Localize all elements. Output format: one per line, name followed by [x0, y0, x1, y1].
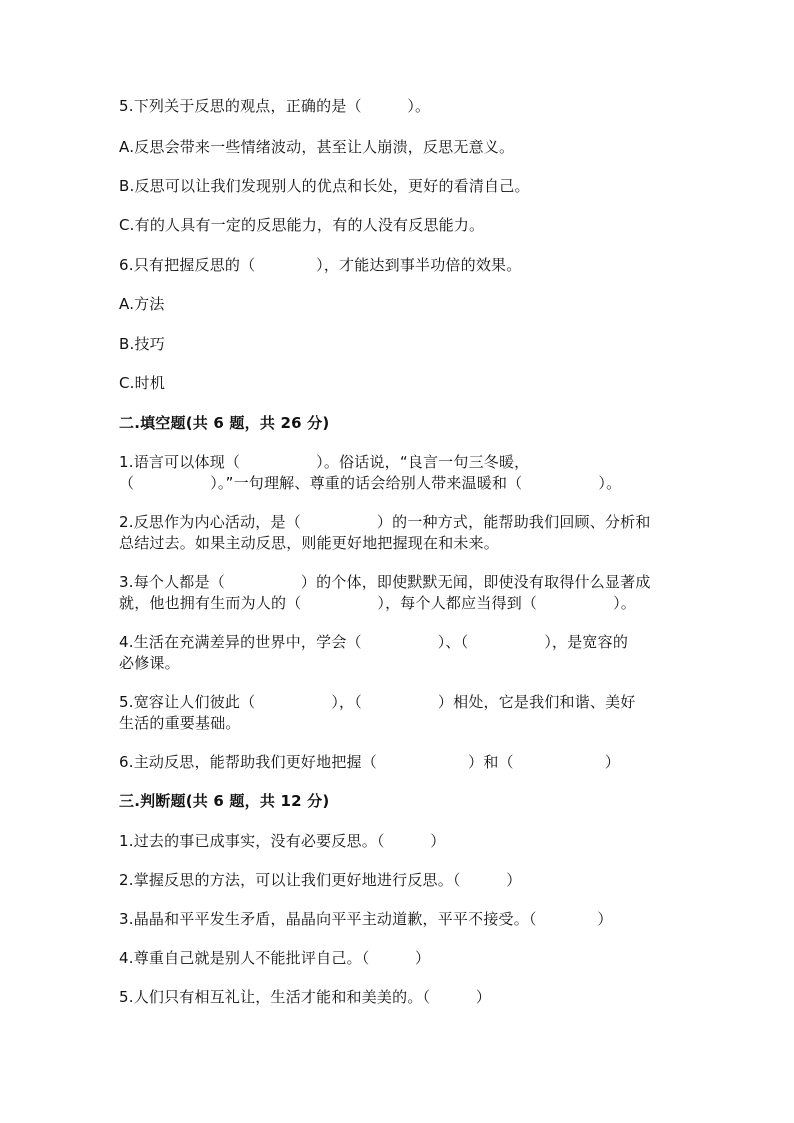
question-5-option-a: A.反思会带来一些情绪波动，甚至让人崩溃，反思无意义。 [119, 138, 515, 156]
question-5-option-c: C.有的人具有一定的反思能力，有的人没有反思能力。 [119, 216, 485, 234]
question-5-stem: 5.下列关于反思的观点，正确的是（ ）。 [119, 97, 431, 115]
true-false-2: 2.掌握反思的方法，可以让我们更好地进行反思。（ ） [119, 871, 522, 889]
true-false-3: 3.晶晶和平平发生矛盾，晶晶向平平主动道歉，平平不接受。（ ） [119, 910, 613, 928]
fill-in-5-line-2: 生活的重要基础。 [119, 714, 241, 732]
fill-in-6: 6.主动反思，能帮助我们更好地把握（ ）和（ ） [119, 753, 621, 771]
question-6-stem: 6.只有把握反思的（ ），才能达到事半功倍的效果。 [119, 256, 522, 274]
fill-in-3-line-1: 3.每个人都是（ ）的个体，即使默默无闻，即使没有取得什么显著成 [119, 573, 651, 591]
fill-in-2-line-1: 2.反思作为内心活动，是（ ）的一种方式，能帮助我们回顾、分析和 [119, 513, 651, 531]
true-false-4: 4.尊重自己就是别人不能批评自己。（ ） [119, 949, 431, 967]
fill-in-3-line-2: 就，他也拥有生而为人的（ ），每个人都应当得到（ ）。 [119, 594, 637, 612]
section-true-false-heading: 三.判断题(共 6 题，共 12 分) [119, 792, 330, 810]
question-6-option-a: A.方法 [119, 295, 165, 313]
question-6-option-b: B.技巧 [119, 335, 165, 353]
fill-in-4-line-1: 4.生活在充满差异的世界中，学会（ ）、（ ），是宽容的 [119, 633, 629, 651]
fill-in-5-line-1: 5.宽容让人们彼此（ ），（ ）相处，它是我们和谐、美好 [119, 693, 636, 711]
true-false-5: 5.人们只有相互礼让，生活才能和和美美的。（ ） [119, 988, 492, 1006]
fill-in-1-line-1: 1.语言可以体现（ ）。俗话说，“良言一句三冬暖， [119, 453, 530, 471]
section-fill-in-heading: 二.填空题(共 6 题，共 26 分) [119, 414, 330, 432]
question-6-option-c: C.时机 [119, 374, 166, 392]
question-5-option-b: B.反思可以让我们发现别人的优点和长处，更好的看清自己。 [119, 177, 530, 195]
fill-in-2-line-2: 总结过去。如果主动反思，则能更好地把握现在和未来。 [119, 534, 500, 552]
fill-in-4-line-2: 必修课。 [119, 654, 180, 672]
true-false-1: 1.过去的事已成事实，没有必要反思。（ ） [119, 832, 446, 850]
fill-in-1-line-2: （ ）。”一句理解、尊重的话会给别人带来温暖和（ ）。 [119, 474, 622, 492]
